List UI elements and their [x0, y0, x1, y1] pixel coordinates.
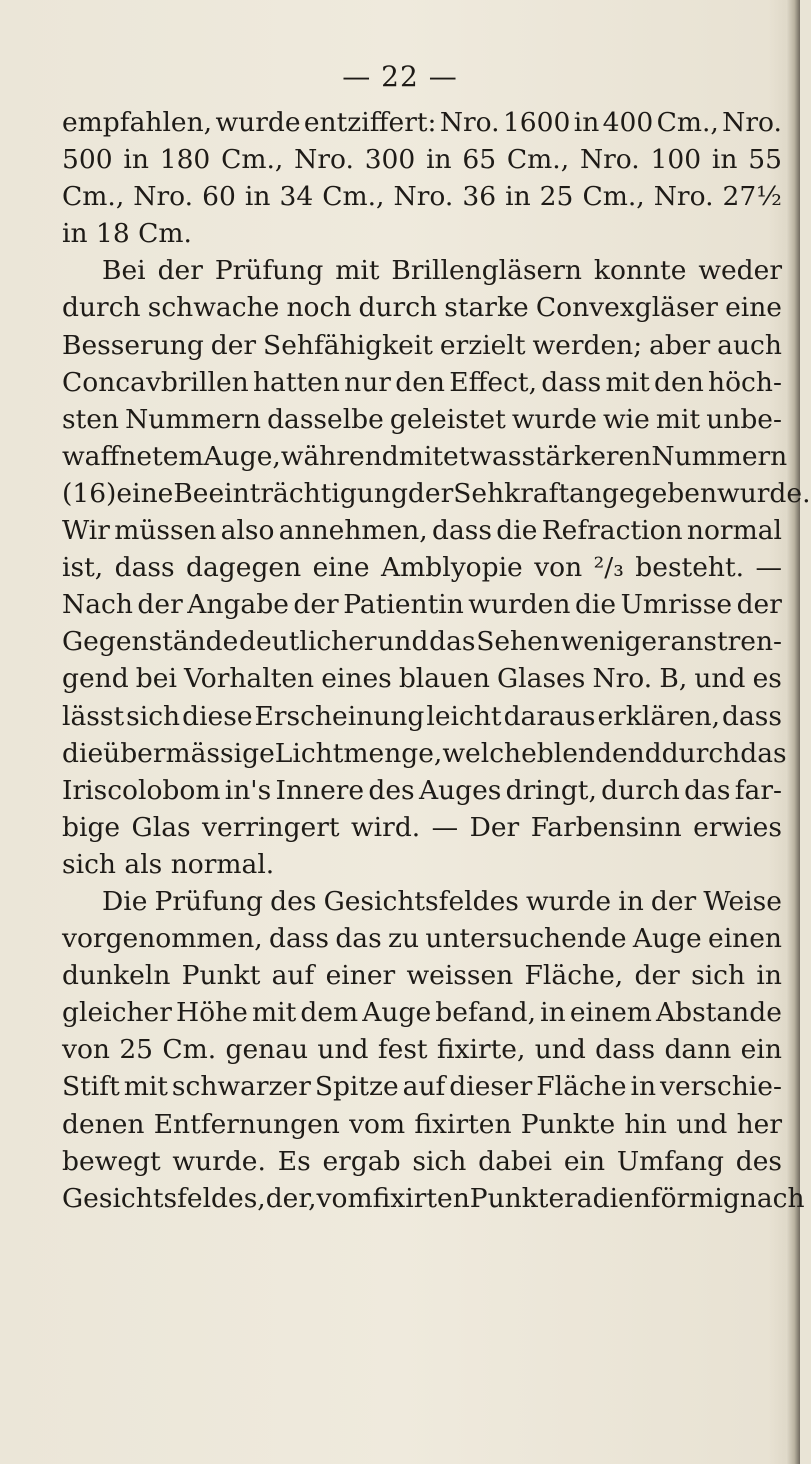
- text-line: gleicher Höhe mit dem Auge befand, in einem Abstande: [62, 997, 782, 1029]
- text-line: Gesichtsfeldes, der, vom fixirten Punkte radienförmig nach: [62, 1182, 805, 1214]
- text-line: empfahlen, wurde entziffert: Nro. 1600 in 400 Cm., Nro.: [62, 107, 782, 138]
- text-line: sich als normal.: [62, 848, 275, 880]
- text-line: ist, dass dagegen eine Amblyopie von ²/₃ besteht. —: [62, 552, 782, 584]
- text-line: lässt sich diese Erscheinung leicht daraus erklären, dass: [62, 700, 782, 732]
- text-line: vorgenommen, dass das zu untersuchende Auge einen: [62, 923, 782, 955]
- text-line: gend bei Vorhalten eines blauen Glases Nro. B, und es: [62, 663, 782, 695]
- page-edge-shadow: [786, 0, 800, 1464]
- text-line: die übermässige Lichtmenge, welche blendend durch das: [62, 737, 787, 769]
- text-line: Concavbrillen hatten nur den Effect, dass mit den höch-: [62, 366, 782, 398]
- text-line: bewegt wurde. Es ergab sich dabei ein Umfang des: [62, 1145, 782, 1177]
- text-line: Die Prüfung des Gesichtsfeldes wurde in der Weise: [102, 885, 782, 917]
- text-line: Cm., Nro. 60 in 34 Cm., Nro. 36 in 25 Cm., Nro. 27½: [62, 181, 782, 213]
- text-line: dunkeln Punkt auf einer weissen Fläche, der sich in: [62, 960, 782, 992]
- text-line: bige Glas verringert wird. — Der Farbensinn erwies: [62, 811, 782, 843]
- text-line: Wir müssen also annehmen, dass die Refraction normal: [62, 515, 782, 547]
- page-number: — 22 —: [342, 60, 458, 93]
- body-text: [62, 104, 811, 1217]
- text-line: Nach der Angabe der Patientin wurden die Umrisse der: [62, 589, 782, 621]
- text-line: Gegenstände deutlicher und das Sehen weniger anstren-: [62, 626, 782, 658]
- text-line: waffnetem Auge, während mit etwas stärkeren Nummern: [62, 440, 788, 472]
- text-line: sten Nummern dasselbe geleistet wurde wie mit unbe-: [62, 403, 782, 435]
- text-line: durch schwache noch durch starke Convexgläser eine: [62, 292, 782, 324]
- text-line: 500 in 180 Cm., Nro. 300 in 65 Cm., Nro. 100 in 55: [62, 144, 782, 176]
- text-line: Iriscolobom in's Innere des Auges dringt, durch das far-: [62, 774, 782, 806]
- text-line: Besserung der Sehfähigkeit erzielt werden; aber auch: [62, 329, 782, 361]
- text-line: denen Entfernungen vom fixirten Punkte hin und her: [62, 1108, 782, 1140]
- text-line: von 25 Cm. genau und fest fixirte, und dass dann ein: [62, 1034, 782, 1066]
- text-line: (16) eine Beeinträchtigung der Sehkraft angegeben wurde.: [62, 477, 811, 509]
- text-line: in 18 Cm.: [62, 218, 192, 250]
- text-line: Bei der Prüfung mit Brillengläsern konnte weder: [102, 255, 782, 287]
- text-line: Stift mit schwarzer Spitze auf dieser Fläche in verschie-: [62, 1071, 782, 1103]
